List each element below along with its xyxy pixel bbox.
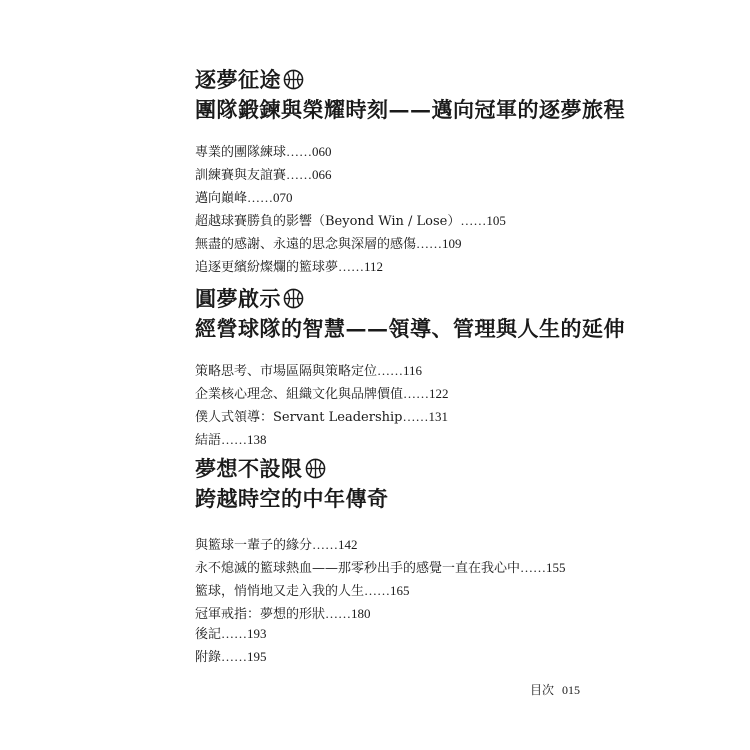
- section-subtitle: 跨越時空的中年傳奇: [195, 486, 389, 511]
- page-number: 015: [562, 683, 581, 697]
- toc-entry[interactable]: [195, 623, 267, 646]
- toc-entry[interactable]: [195, 557, 566, 580]
- basketball-icon: [283, 288, 304, 315]
- entry-page: ……131: [402, 409, 448, 424]
- entry-title: 策略思考、市場區隔與策略定位: [195, 364, 378, 379]
- entry-title: 後記: [195, 627, 222, 642]
- toc-entry[interactable]: [195, 580, 566, 603]
- section-subtitle: 經營球隊的智慧——領導、管理與人生的延伸: [195, 316, 625, 341]
- section-subtitle: 團隊鍛鍊與榮耀時刻——邁向冠軍的逐夢旅程: [195, 97, 625, 122]
- entry-title: 訓練賽與友誼賽: [195, 168, 287, 183]
- entry-page: ……070: [247, 190, 293, 205]
- entry-title: 無盡的感謝、永遠的思念與深層的感傷: [195, 237, 417, 252]
- section-title: [195, 285, 625, 315]
- toc-entry[interactable]: [195, 360, 625, 383]
- toc-entry[interactable]: [195, 164, 625, 187]
- entry-title: 與籃球一輩子的緣分: [195, 538, 313, 553]
- entry-page: ……060: [286, 144, 332, 159]
- section-title-text: 逐夢征途: [195, 67, 281, 92]
- entry-page: ……180: [325, 606, 371, 621]
- section-title: [195, 455, 566, 485]
- entry-title: 籃球，悄悄地又走入我的人生: [195, 584, 365, 599]
- entry-page: ……142: [312, 537, 358, 552]
- toc-entry-list: [195, 141, 625, 279]
- entry-page: ……193: [221, 626, 267, 641]
- entry-page: ……122: [403, 386, 449, 401]
- toc-entry[interactable]: [195, 233, 625, 256]
- entry-page: ……105: [460, 213, 506, 228]
- basketball-icon: [305, 458, 326, 485]
- section-title-text: 夢想不設限: [195, 456, 303, 481]
- entry-title: 專業的團隊練球: [195, 145, 287, 160]
- entry-page: ……109: [416, 236, 462, 251]
- toc-entry[interactable]: [195, 383, 625, 406]
- entry-title: 企業核心理念、組織文化與品牌價值: [195, 387, 404, 402]
- toc-entry-list: [195, 534, 566, 626]
- page-footer: [530, 681, 580, 698]
- toc-entry[interactable]: [195, 406, 625, 429]
- section-title: [195, 66, 625, 96]
- footer-label: 目次: [530, 683, 555, 697]
- toc-entry-list: [195, 360, 625, 452]
- entry-title: 僕人式領導：Servant Leadership: [195, 410, 403, 425]
- entry-title: 結語: [195, 433, 222, 448]
- entry-page: ……116: [377, 363, 423, 378]
- section-title-text: 圓夢啟示: [195, 286, 281, 311]
- entry-title: 冠軍戒指：夢想的形狀: [195, 607, 326, 622]
- entry-page: ……112: [338, 259, 384, 274]
- toc-section-1: [195, 66, 625, 279]
- toc-entry[interactable]: [195, 187, 625, 210]
- toc-appendix: [195, 623, 267, 669]
- toc-section-3: [195, 455, 566, 626]
- entry-title: 永不熄滅的籃球熱血——那零秒出手的感覺一直在我心中: [195, 561, 521, 576]
- toc-entry[interactable]: [195, 534, 566, 557]
- entry-page: ……155: [520, 560, 566, 575]
- entry-page: ……165: [364, 583, 410, 598]
- toc-entry[interactable]: [195, 429, 625, 452]
- entry-page: ……138: [221, 432, 267, 447]
- toc-entry[interactable]: [195, 256, 625, 279]
- entry-title: 超越球賽勝負的影響（Beyond Win / Lose）: [195, 214, 461, 229]
- toc-entry[interactable]: [195, 210, 625, 233]
- entry-title: 附錄: [195, 650, 222, 665]
- entry-title: 邁向巔峰: [195, 191, 248, 206]
- basketball-icon: [283, 69, 304, 96]
- toc-entry[interactable]: [195, 646, 267, 669]
- toc-entry[interactable]: [195, 141, 625, 164]
- entry-page: ……195: [221, 649, 267, 664]
- entry-page: ……066: [286, 167, 332, 182]
- entry-title: 追逐更繽紛燦爛的籃球夢: [195, 260, 339, 275]
- toc-section-2: [195, 285, 625, 452]
